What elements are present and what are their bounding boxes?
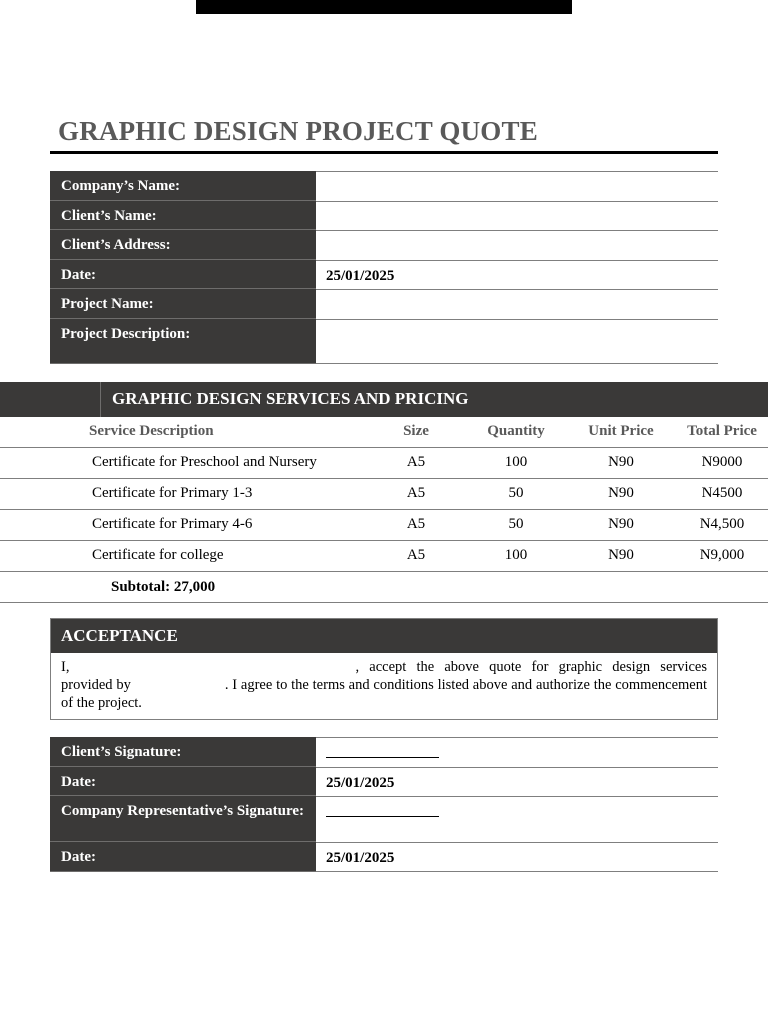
table-row xyxy=(0,541,768,572)
info-row-date xyxy=(50,260,718,289)
signature-row-client xyxy=(50,737,718,767)
signature-row-date xyxy=(50,767,718,796)
signature-row-company-date xyxy=(50,842,718,872)
column-header-description: Service Description xyxy=(89,423,214,439)
signature-line xyxy=(326,746,439,758)
table-row xyxy=(0,479,768,510)
info-label: Company Representative’s Signature: xyxy=(50,796,316,842)
title-divider xyxy=(50,151,718,154)
info-label: Date: xyxy=(50,842,316,872)
company-date-field[interactable]: 25/01/2025 xyxy=(316,842,718,872)
unit-price-cell: N90 xyxy=(608,454,634,470)
project-name-field[interactable] xyxy=(316,289,718,319)
signature-line xyxy=(326,805,439,817)
service-description-cell: Certificate for Primary 1-3 xyxy=(92,485,253,501)
header-bar xyxy=(196,0,572,14)
unit-price-cell: N90 xyxy=(608,485,634,501)
size-cell: A5 xyxy=(406,516,426,532)
quantity-cell: 100 xyxy=(504,547,528,563)
service-description-cell: Certificate for college xyxy=(92,547,224,563)
client-name-field[interactable] xyxy=(316,201,718,230)
quantity-cell: 50 xyxy=(508,516,524,532)
client-address-field[interactable] xyxy=(316,230,718,260)
subtotal-row xyxy=(0,572,768,603)
banner-divider xyxy=(100,382,101,417)
column-header-quantity: Quantity xyxy=(487,423,545,439)
signatures-table xyxy=(50,737,718,872)
total-price-cell: N9,000 xyxy=(699,547,745,563)
acceptance-statement xyxy=(51,653,717,712)
table-row xyxy=(0,448,768,479)
services-title: GRAPHIC DESIGN SERVICES AND PRICING xyxy=(112,389,469,408)
project-info-table xyxy=(50,171,718,364)
info-label: Date: xyxy=(50,767,316,796)
info-row-client-address xyxy=(50,230,718,260)
info-label: Client’s Signature: xyxy=(50,737,316,767)
page-title: GRAPHIC DESIGN PROJECT QUOTE xyxy=(58,116,538,146)
size-cell: A5 xyxy=(406,547,426,563)
info-row-project-description xyxy=(50,319,718,364)
unit-price-cell: N90 xyxy=(608,516,634,532)
table-row xyxy=(0,510,768,541)
size-cell: A5 xyxy=(406,454,426,470)
total-price-cell: N4500 xyxy=(701,485,743,501)
column-header-total-price: Total Price xyxy=(687,423,757,439)
client-date-field[interactable]: 25/01/2025 xyxy=(316,767,718,796)
date-field[interactable]: 25/01/2025 xyxy=(316,260,718,289)
info-row-company-name xyxy=(50,171,718,201)
service-description-cell: Certificate for Preschool and Nursery xyxy=(92,454,317,470)
total-price-cell: N9000 xyxy=(701,454,743,470)
client-signature-field[interactable] xyxy=(316,737,718,767)
column-header-unit-price: Unit Price xyxy=(588,423,654,439)
acceptance-text-end: . I agree to the terms and conditions listed above and authorize the commencement of the project. xyxy=(61,677,707,711)
service-description-cell: Certificate for Primary 4-6 xyxy=(92,516,253,532)
info-label: Project Name: xyxy=(50,289,316,319)
project-description-field[interactable] xyxy=(316,319,718,364)
info-label: Project Description: xyxy=(50,319,316,364)
column-header-size: Size xyxy=(403,423,429,439)
acceptance-text-middle: , accept the above quote for graphic design services provided by xyxy=(61,659,707,693)
quantity-cell: 50 xyxy=(508,485,524,501)
acceptance-title: ACCEPTANCE xyxy=(51,619,717,653)
info-label: Client’s Name: xyxy=(50,201,316,230)
info-row-project-name xyxy=(50,289,718,319)
company-rep-signature-field[interactable] xyxy=(316,796,718,842)
services-banner xyxy=(0,382,768,417)
info-label: Date: xyxy=(50,260,316,289)
info-row-client-name xyxy=(50,201,718,230)
quantity-cell: 100 xyxy=(504,454,528,470)
company-name-field[interactable] xyxy=(316,171,718,201)
acceptance-section xyxy=(50,618,718,720)
signature-row-company-rep xyxy=(50,796,718,842)
total-price-cell: N4,500 xyxy=(699,516,745,532)
size-cell: A5 xyxy=(406,485,426,501)
table-header-row xyxy=(0,417,768,448)
info-label: Client’s Address: xyxy=(50,230,316,260)
services-table xyxy=(0,417,768,603)
subtotal-text: Subtotal: 27,000 xyxy=(111,579,216,595)
info-label: Company’s Name: xyxy=(50,171,316,201)
acceptance-text-intro: I, xyxy=(61,659,70,675)
unit-price-cell: N90 xyxy=(608,547,634,563)
